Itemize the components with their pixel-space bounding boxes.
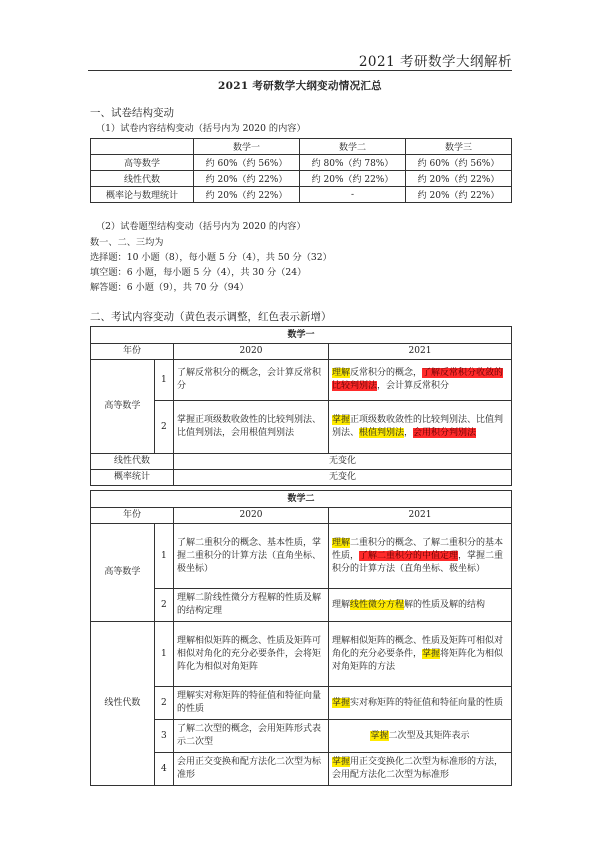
table-cell: 约 20%（约 22%） <box>194 187 300 203</box>
table-row <box>91 171 512 187</box>
table-row <box>91 589 512 622</box>
plain-text: 二次型及其矩阵表示 <box>388 730 470 741</box>
cell-2021 <box>329 401 512 454</box>
col-year: 年份 <box>91 344 174 360</box>
section1-sub2: （2）试卷题型结构变动（括号内为 2020 的内容） <box>96 221 306 232</box>
cell-2020: 了解二重积分的概念、基本性质，掌握二重积分的计算方法（直角坐标、极坐标） <box>174 524 329 589</box>
cell-2020: 掌握正项级数收敛性的比较判别法、比值判别法，会用根值判别法 <box>174 401 329 454</box>
cell-2020: 了解反常积分的概念，会计算反常积分 <box>174 360 329 401</box>
new-text: 了解反常积分收敛的比较判别法 <box>332 368 504 391</box>
row-number: 2 <box>154 589 173 622</box>
adjusted-text: 掌握 <box>332 757 351 767</box>
table-cell: 约 60%（约 56%） <box>194 155 300 171</box>
plain-text: 正项级数收敛性的比较判别法、比值判别法、 <box>332 415 504 438</box>
plain-text: 反常积分的概念， <box>350 368 423 378</box>
cell-2021 <box>329 524 512 589</box>
table-cell: 约 20%（约 22%） <box>194 171 300 187</box>
table-header-cell <box>91 139 194 155</box>
cell-2020: 理解实对称矩阵的特征值和特征向量的性质 <box>174 687 329 720</box>
header-rule <box>88 70 512 71</box>
math1-table <box>90 326 512 486</box>
adjusted-text: 线性微分方程 <box>350 599 405 610</box>
no-change: 无变化 <box>174 454 512 470</box>
table-cell: 约 60%（约 56%） <box>406 155 512 171</box>
plain-text: ，掌握二重积分的计算方法（直角坐标、极坐标） <box>332 550 504 574</box>
table-row <box>91 753 512 786</box>
table-row <box>91 187 512 203</box>
adjusted-text: 理解 <box>332 537 351 548</box>
adjusted-text: 根值判别法 <box>359 428 405 438</box>
table-header-row <box>91 139 512 155</box>
cell-2020: 会用正交变换和配方法化二次型为标准形 <box>174 753 329 786</box>
cell-2021 <box>329 589 512 622</box>
subject-label: 线性代数 <box>91 622 155 786</box>
section1-heading: 一、试卷结构变动 <box>90 107 174 119</box>
table-cell: 概率论与数理统计 <box>91 187 194 203</box>
table-row <box>91 524 512 589</box>
table-cell: 高等数学 <box>91 155 194 171</box>
math2-caption: 数学二 <box>91 491 512 508</box>
adjusted-text: 掌握 <box>332 415 351 425</box>
table-cell: 约 80%（约 78%） <box>300 155 406 171</box>
row-number: 1 <box>154 360 173 401</box>
cell-2020: 了解二次型的概念，会用矩阵形式表示二次型 <box>174 720 329 753</box>
col-2021: 2021 <box>329 508 512 524</box>
table-cell: 约 20%（约 22%） <box>406 187 512 203</box>
table-cell: 线性代数 <box>91 171 194 187</box>
structure-line: 选择题：10 小题（8），每小题 5 分（4），共 50 分（32） <box>90 252 332 263</box>
table-row <box>91 720 512 753</box>
structure-line: 填空题：6 小题，每小题 5 分（4），共 30 分（24） <box>90 267 307 278</box>
col-2020: 2020 <box>174 508 329 524</box>
cell-2020: 理解相似矩阵的概念、性质及矩阵可相似对角化的充分必要条件，会将矩阵化为相似对角矩阵 <box>174 622 329 687</box>
math2-table <box>90 490 512 786</box>
row-number: 1 <box>154 622 173 687</box>
subject-label: 线性代数 <box>91 454 174 470</box>
plain-text: 理解 <box>332 599 351 610</box>
table-header-cell: 数学二 <box>300 139 406 155</box>
cell-2021 <box>329 622 512 687</box>
cell-2020: 理解二阶线性微分方程解的性质及解的结构定理 <box>174 589 329 622</box>
structure-line: 数一、二、三均为 <box>90 237 164 248</box>
plain-text: ，会计算反常积分 <box>377 381 450 391</box>
table-cell: - <box>300 187 406 203</box>
plain-text: 解的性质及解的结构 <box>404 599 486 610</box>
adjusted-text: 掌握 <box>332 697 351 708</box>
plain-text: 实对称矩阵的特征值和特征向量的性质 <box>350 697 504 708</box>
no-change: 无变化 <box>174 470 512 486</box>
table-row <box>91 401 512 454</box>
plain-text: 用正交变换化二次型为标准形的方法，会用配方法化二次型为标准形 <box>332 757 504 780</box>
running-header: 2021 考研数学大纲解析 <box>358 54 512 70</box>
table-cell: 约 20%（约 22%） <box>406 171 512 187</box>
table-cell: 约 20%（约 22%） <box>300 171 406 187</box>
document-title: 2021 考研数学大纲变动情况汇总 <box>218 80 382 92</box>
cell-2021 <box>329 753 512 786</box>
math1-caption: 数学一 <box>91 327 512 344</box>
adjusted-text: 掌握 <box>370 730 389 741</box>
table-row <box>91 360 512 401</box>
row-number: 2 <box>154 401 173 454</box>
subject-label: 高等数学 <box>91 524 155 622</box>
structure-line: 解答题：6 小题（9），共 70 分（94） <box>90 282 249 293</box>
table-row <box>91 454 512 470</box>
plain-text: ， <box>404 428 414 438</box>
table-row <box>91 155 512 171</box>
col-2020: 2020 <box>174 344 329 360</box>
col-2021: 2021 <box>329 344 512 360</box>
plain-text: 将矩阵化为相似对角矩阵的方法 <box>332 648 504 672</box>
row-number: 1 <box>154 524 173 589</box>
cell-2021 <box>329 720 512 753</box>
cell-2021 <box>329 360 512 401</box>
row-number: 2 <box>154 687 173 720</box>
cell-2021 <box>329 687 512 720</box>
plain-text: 二重积分的概念、了解二重积分的基本性质， <box>332 537 504 561</box>
col-year: 年份 <box>91 508 174 524</box>
adjusted-text: 掌握 <box>422 648 441 659</box>
section2-heading: 二、考试内容变动（黄色表示调整，红色表示新增） <box>90 311 332 323</box>
plain-text: 理解相似矩阵的概念、性质及矩阵可相似对角化的充分必要条件， <box>332 635 504 659</box>
table-row <box>91 622 512 687</box>
new-text: 会用积分判别法 <box>413 428 477 438</box>
table-header-cell: 数学一 <box>194 139 300 155</box>
table-row <box>91 470 512 486</box>
subject-label: 概率统计 <box>91 470 174 486</box>
subject-label: 高等数学 <box>91 360 155 454</box>
section1-sub1: （1）试卷内容结构变动（括号内为 2020 的内容） <box>96 123 306 134</box>
table-header-cell: 数学三 <box>406 139 512 155</box>
row-number: 4 <box>154 753 173 786</box>
row-number: 3 <box>154 720 173 753</box>
new-text: 了解二重积分的中值定理 <box>359 550 459 561</box>
structure-table <box>90 138 512 203</box>
adjusted-text: 理解 <box>332 368 351 378</box>
table-row <box>91 687 512 720</box>
